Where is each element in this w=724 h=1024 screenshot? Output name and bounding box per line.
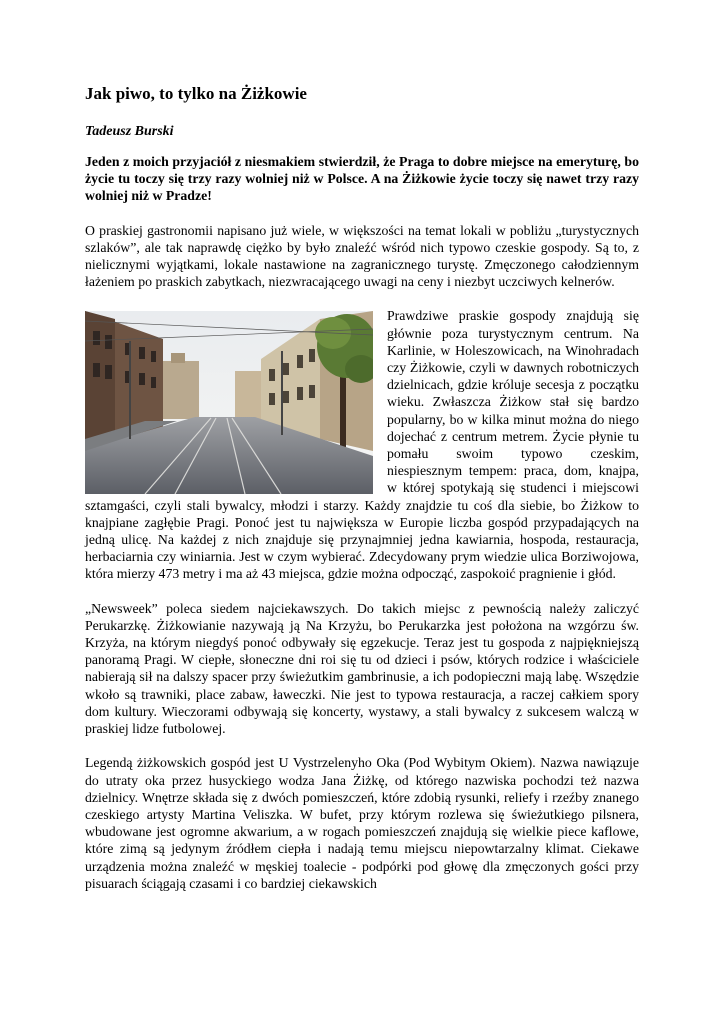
paragraph-4: Legendą żiżkowskich gospód jest U Vystrzelenyho Oka (Pod Wybitym Okiem). Nazwa nawiązuje do utraty oka przez husyckiego wodza Jana Żiżkę, od którego nazwiska pochodzi też nazwa dzielnicy. Wnętrze składa się z dwóch pomieszczeń, które zdobią rysunki, reliefy i rzeźby znanego czeskiego artysty Martina Veliszka. W bufet, przy którym rozlewa się świeżutkiego pilsnera, wbudowane jest ogromne akwarium, a w rogach pomieszczeń znajdują się wielkie piece kaflowe, które zimą są jedynym źródłem ciepła i nadają temu miejscu niepowtarzalny klimat. Ciekawe urządzenia można znaleźć w męskiej toalecie - podpórki pod głowę dla zmęczonych gości przy pisuarach ściągają czasami i co bardziej ciekawskich <box>85 755 639 891</box>
paragraph-2 <box>85 307 639 582</box>
paragraph-2-text: Prawdziwe praskie gospody znajdują się głównie poza turystycznym centrum. Na Karlinie, w Holeszowicach, na Winohradach czy Żiżkowie, czyli w dawnych robotniczych dzielnicach, gdzie króluje secesja z początku wieku. Zwłaszcza Żiżkow stał się bardzo popularny, bo w kilka minut można do niego dojechać z centrum metrem. Życie płynie tu pomału swoim typowo czeskim, niespiesznym tempem: praca, dom, knajpa, w której spotykają się studenci i miejscowi sztamgaści, czyli stali bywalcy, młodzi i starzy. Każdy znajdzie tu coś dla siebie, bo Żiżkow to knajpiane zagłębie Pragi. Ponoć jest tu największa w Europie liczba gospód przypadających na jedną ulicę. Na każdej z nich znajduje się przynajmniej jedna kawiarnia, hospoda, restauracja, herbaciarnia czy winiarnia. Jest w czym wybierać. Zdecydowany prym wiedzie ulica Borziwojowa, która mierzy 473 metry i ma aż 43 miejsca, gdzie można odpocząć, zaspokoić pragnienie i głód. <box>85 308 639 582</box>
article-author: Tadeusz Burski <box>85 124 174 139</box>
article-lead: Jeden z moich przyjaciół z niesmakiem stwierdził, że Praga to dobre miejsce na emeryturę, bo życie tu toczy się trzy razy wolniej niż w Polsce. A na Żiżkowie życie toczy się nawet trzy razy wolniej niż w Pradze! <box>85 154 639 204</box>
article-title: Jak piwo, to tylko na Żiżkowie <box>85 84 307 103</box>
paragraph-3: „Newsweek” poleca siedem najciekawszych. Do takich miejsc z pewnością należy zaliczyć Perukarzkę. Żiżkowianie nazywają ją Na Krzyżu, bo Perukarzka jest położona na wzgórzu św. Krzyża, na którym niegdyś ponoć odbywały się egzekucje. Teraz jest tu gospoda z najpiękniejszą panoramą Pragi. W ciepłe, słoneczne dni roi się tu od dzieci i psów, których rodzice i właściciele nabierają sił na dalszy spacer przy świeżutkim gambrinusie, a ich podopieczni mają labę. Wszędzie wkoło są trawniki, place zabaw, ławeczki. Nie jest to typowa restauracja, a raczej całkiem spory dom kultury. Wieczorami odbywają się koncerty, wystawy, a stali bywalcy z sukcesem walczą w praskiej lidze futbolowej. <box>85 600 639 737</box>
street-photo <box>85 311 373 494</box>
paragraph-1: O praskiej gastronomii napisano już wiele, w większości na temat lokali w pobliżu „turystycznych szlaków”, ale tak naprawdę ciężko by było znaleźć wśród nich typowo czeskie gospody. Są to, z nielicznymi wyjątkami, lokale nastawione na zagranicznego turystę. Zmęczonego całodziennym łażeniem po praskich zabytkach, niezwracającego uwagi na ceny i niezbyt uczciwych kelnerów. <box>85 222 639 290</box>
article-body <box>85 153 639 909</box>
